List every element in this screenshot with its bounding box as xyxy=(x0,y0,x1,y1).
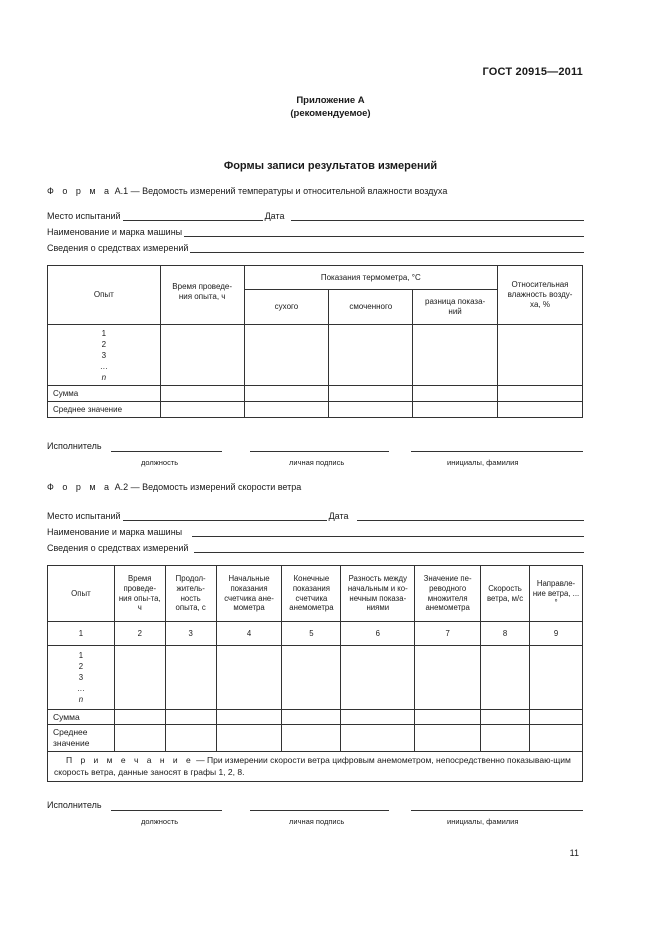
form2-cell[interactable] xyxy=(216,725,282,752)
form2-col-number: 7 xyxy=(415,622,481,646)
form1-sum-label: Сумма xyxy=(48,386,161,402)
form2-cell[interactable] xyxy=(114,710,165,725)
form2-col-number: 8 xyxy=(481,622,530,646)
form2-row-numbers xyxy=(48,646,115,710)
form2-cell[interactable] xyxy=(341,646,415,710)
form1-row-number: n xyxy=(101,372,107,382)
form2-col-number: 4 xyxy=(216,622,282,646)
form2-instruments-field[interactable] xyxy=(194,543,584,553)
form2-col-number: 1 xyxy=(48,622,115,646)
form1-performer-label: Исполнитель xyxy=(47,441,102,451)
form1-row-number: … xyxy=(99,361,108,371)
form1-cell[interactable] xyxy=(498,402,583,418)
form2-table xyxy=(47,565,583,782)
form2-performer-label: Исполнитель xyxy=(47,800,102,810)
form2-header-direction: Направле-ние ветра, ...° xyxy=(530,566,583,622)
form1-position-caption: должность xyxy=(141,458,179,467)
form1-place-field[interactable] xyxy=(123,211,263,221)
form1-cell[interactable] xyxy=(160,325,244,386)
form2-cell[interactable] xyxy=(415,710,481,725)
form2-position-caption: должность xyxy=(141,817,179,826)
form1-row-numbers xyxy=(48,325,161,386)
form1-header-dry: сухого xyxy=(244,290,329,325)
form1-place-row xyxy=(47,211,584,221)
form2-cell[interactable] xyxy=(415,646,481,710)
form2-cell[interactable] xyxy=(282,646,341,710)
form2-name-field[interactable] xyxy=(411,809,583,811)
form1-caption xyxy=(47,186,447,196)
form2-cell[interactable] xyxy=(216,710,282,725)
form1-header-thermo: Показания термометра, °С xyxy=(244,266,497,290)
form2-cell[interactable] xyxy=(341,710,415,725)
form2-machine-row xyxy=(47,527,584,537)
form2-cell[interactable] xyxy=(165,725,216,752)
form2-row-number: 3 xyxy=(78,673,84,682)
form1-signature-caption: личная подпись xyxy=(289,458,345,467)
form1-signature-field[interactable] xyxy=(250,450,389,452)
form1-cell[interactable] xyxy=(244,325,329,386)
form1-cell[interactable] xyxy=(413,386,498,402)
form2-cell[interactable] xyxy=(530,646,583,710)
form2-date-label: Дата xyxy=(328,511,349,521)
form2-cell[interactable] xyxy=(481,646,530,710)
form2-caption-text: А.2 — Ведомость измерений скорости ветра xyxy=(114,482,302,492)
form1-header-humidity: Относительная влажность возду-ха, % xyxy=(498,266,583,325)
form2-machine-field[interactable] xyxy=(192,527,584,537)
form2-header-start-reading: Начальные показания счетчика ане-мометра xyxy=(216,566,282,622)
section-title: Формы записи результатов измерений xyxy=(223,160,438,172)
form1-row-number: 3 xyxy=(101,350,107,360)
form1-row-number: 2 xyxy=(101,339,107,349)
form2-header-speed: Скорость ветра, м/с xyxy=(481,566,530,622)
form2-row-number: 2 xyxy=(78,662,84,671)
form2-header-time: Время проведе-ния опы-та, ч xyxy=(114,566,165,622)
form1-cell[interactable] xyxy=(160,386,244,402)
form2-date-field[interactable] xyxy=(357,511,585,521)
form1-table xyxy=(47,265,583,418)
form2-position-field[interactable] xyxy=(111,809,222,811)
form2-note xyxy=(48,752,583,782)
form1-machine-row xyxy=(47,227,584,237)
form2-header-exp: Опыт xyxy=(48,566,115,622)
form1-cell[interactable] xyxy=(498,325,583,386)
form1-instruments-label: Сведения о средствах измерений xyxy=(47,243,189,253)
form2-cell[interactable] xyxy=(341,725,415,752)
form1-caption-text: А.1 — Ведомость измерений температуры и относительной влажности воздуха xyxy=(114,186,448,196)
form1-date-field[interactable] xyxy=(291,211,585,221)
form2-cell[interactable] xyxy=(481,725,530,752)
form1-cell[interactable] xyxy=(160,402,244,418)
form2-cell[interactable] xyxy=(114,725,165,752)
form1-row-number: 1 xyxy=(101,328,107,338)
form2-cell[interactable] xyxy=(282,725,341,752)
standard-code: ГОСТ 20915—2011 xyxy=(482,66,583,78)
form1-cell[interactable] xyxy=(244,402,329,418)
form1-cell[interactable] xyxy=(329,325,413,386)
form2-cell[interactable] xyxy=(530,710,583,725)
form2-instruments-label: Сведения о средствах измерений xyxy=(47,543,189,553)
form2-cell[interactable] xyxy=(216,646,282,710)
form2-header-difference: Разность между начальным и ко-нечным показа-ниями xyxy=(341,566,415,622)
form1-position-field[interactable] xyxy=(111,450,222,452)
form2-col-number: 2 xyxy=(114,622,165,646)
form2-place-field[interactable] xyxy=(123,511,327,521)
form1-name-caption: инициалы, фамилия xyxy=(447,458,519,467)
form1-cell[interactable] xyxy=(413,402,498,418)
page-number: 11 xyxy=(569,848,579,858)
form1-header-diff: разница показа-ний xyxy=(413,290,498,325)
form2-cell[interactable] xyxy=(415,725,481,752)
form1-cell[interactable] xyxy=(413,325,498,386)
form1-cell[interactable] xyxy=(244,386,329,402)
form2-row-number: 1 xyxy=(78,651,84,660)
form2-place-row xyxy=(47,511,584,521)
form1-header-exp: Опыт xyxy=(48,266,161,325)
form1-date-label: Дата xyxy=(264,211,285,221)
form2-sum-label: Сумма xyxy=(48,710,115,725)
form1-machine-label: Наименование и марка машины xyxy=(47,227,183,237)
form2-header-duration: Продол-житель-ность опыта, с xyxy=(165,566,216,622)
form2-caption-prefix: Ф о р м а xyxy=(47,482,113,492)
form2-signature-field[interactable] xyxy=(250,809,389,811)
form2-cell[interactable] xyxy=(530,725,583,752)
form1-header-time: Время проведе-ния опыта, ч xyxy=(160,266,244,325)
form1-machine-field[interactable] xyxy=(184,227,584,237)
form2-col-number: 6 xyxy=(341,622,415,646)
form2-instruments-row xyxy=(47,543,584,553)
form1-name-field[interactable] xyxy=(411,450,583,452)
form2-row-number: … xyxy=(77,684,85,693)
form2-note-text: — При измерении скорости ветра цифровым анемометром, непосредственно показываю-щим скорость ветра, данные заносят в графы 1, 2, 8. xyxy=(54,755,571,778)
form1-instruments-field[interactable] xyxy=(190,243,584,253)
form1-avg-label: Среднее значение xyxy=(48,402,161,418)
form2-note-prefix: П р и м е ч а н и е xyxy=(66,755,194,765)
form2-cell[interactable] xyxy=(165,710,216,725)
form2-col-number: 3 xyxy=(165,622,216,646)
form2-signature-caption: личная подпись xyxy=(289,817,345,826)
form2-cell[interactable] xyxy=(165,646,216,710)
form2-col-number: 5 xyxy=(282,622,341,646)
form2-cell[interactable] xyxy=(481,710,530,725)
form1-caption-prefix: Ф о р м а xyxy=(47,186,113,196)
appendix-title: Приложение А xyxy=(296,95,365,106)
form2-place-label: Место испытаний xyxy=(47,511,121,521)
form2-caption xyxy=(47,482,301,492)
form1-cell[interactable] xyxy=(498,386,583,402)
form2-cell[interactable] xyxy=(282,710,341,725)
form1-instruments-row xyxy=(47,243,584,253)
form2-col-number: 9 xyxy=(530,622,583,646)
form2-avg-label: Среднее значение xyxy=(48,725,115,752)
form2-machine-label: Наименование и марка машины xyxy=(47,527,183,537)
appendix-status: (рекомендуемое) xyxy=(290,108,371,119)
form2-cell[interactable] xyxy=(114,646,165,710)
form1-place-label: Место испытаний xyxy=(47,211,121,221)
form1-header-wet: смоченного xyxy=(329,290,413,325)
form1-cell[interactable] xyxy=(329,386,413,402)
form2-header-multiplier: Значение пе-реводного множителя анемометра xyxy=(415,566,481,622)
form2-row-number: n xyxy=(78,695,84,704)
form1-cell[interactable] xyxy=(329,402,413,418)
form2-name-caption: инициалы, фамилия xyxy=(447,817,519,826)
form2-header-end-reading: Конечные показания счетчика анемометра xyxy=(282,566,341,622)
